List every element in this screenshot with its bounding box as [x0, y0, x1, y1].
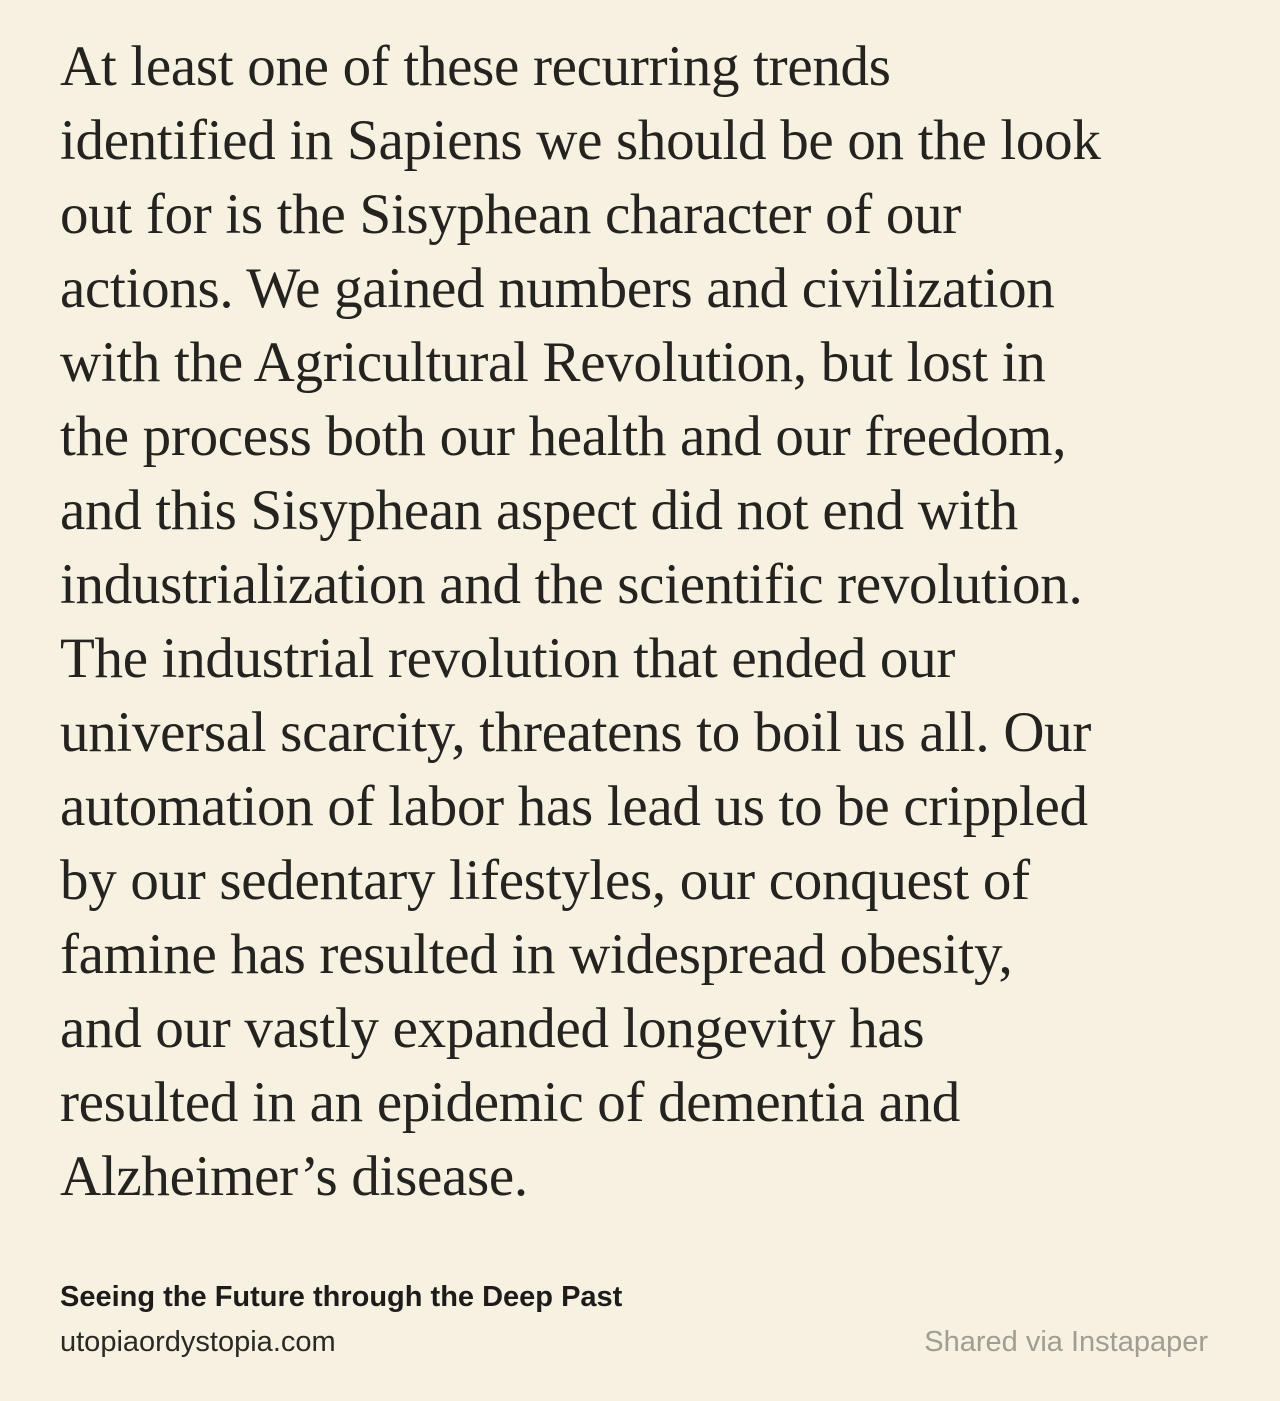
- quote-line: At least one of these recurring trends: [60, 35, 891, 98]
- quote-line: by our sedentary lifestyles, our conquest of: [60, 849, 1030, 912]
- quote-line: universal scarcity, threatens to boil us all. Our: [60, 701, 1092, 764]
- quote-line: resulted in an epidemic of dementia and: [60, 1071, 960, 1134]
- quote-line: Alzheimer’s disease.: [60, 1145, 528, 1208]
- quote-line: out for is the Sisyphean character of our: [60, 183, 961, 246]
- footer-row: [60, 1325, 1208, 1359]
- quote-line: with the Agricultural Revolution, but lost in: [60, 331, 1046, 394]
- quote-line: famine has resulted in widespread obesity,: [60, 923, 1013, 986]
- attribution-label: Shared via Instapaper: [924, 1326, 1208, 1358]
- quote-line: actions. We gained numbers and civilization: [60, 257, 1055, 320]
- quote-line: The industrial revolution that ended our: [60, 627, 956, 690]
- article-title: Seeing the Future through the Deep Past: [60, 1281, 623, 1313]
- quote-line: industrialization and the scientific revolution.: [60, 553, 1083, 616]
- footer: [60, 1280, 1208, 1359]
- quote-line: and our vastly expanded longevity has: [60, 997, 925, 1060]
- quote-line: identified in Sapiens we should be on the look: [60, 109, 1101, 172]
- quote-line: automation of labor has lead us to be crippled: [60, 775, 1088, 838]
- source-domain: utopiaordystopia.com: [60, 1326, 336, 1358]
- quote-line: the process both our health and our freedom,: [60, 405, 1067, 468]
- quote-line: and this Sisyphean aspect did not end with: [60, 479, 1018, 542]
- quote-text: [60, 30, 1235, 1214]
